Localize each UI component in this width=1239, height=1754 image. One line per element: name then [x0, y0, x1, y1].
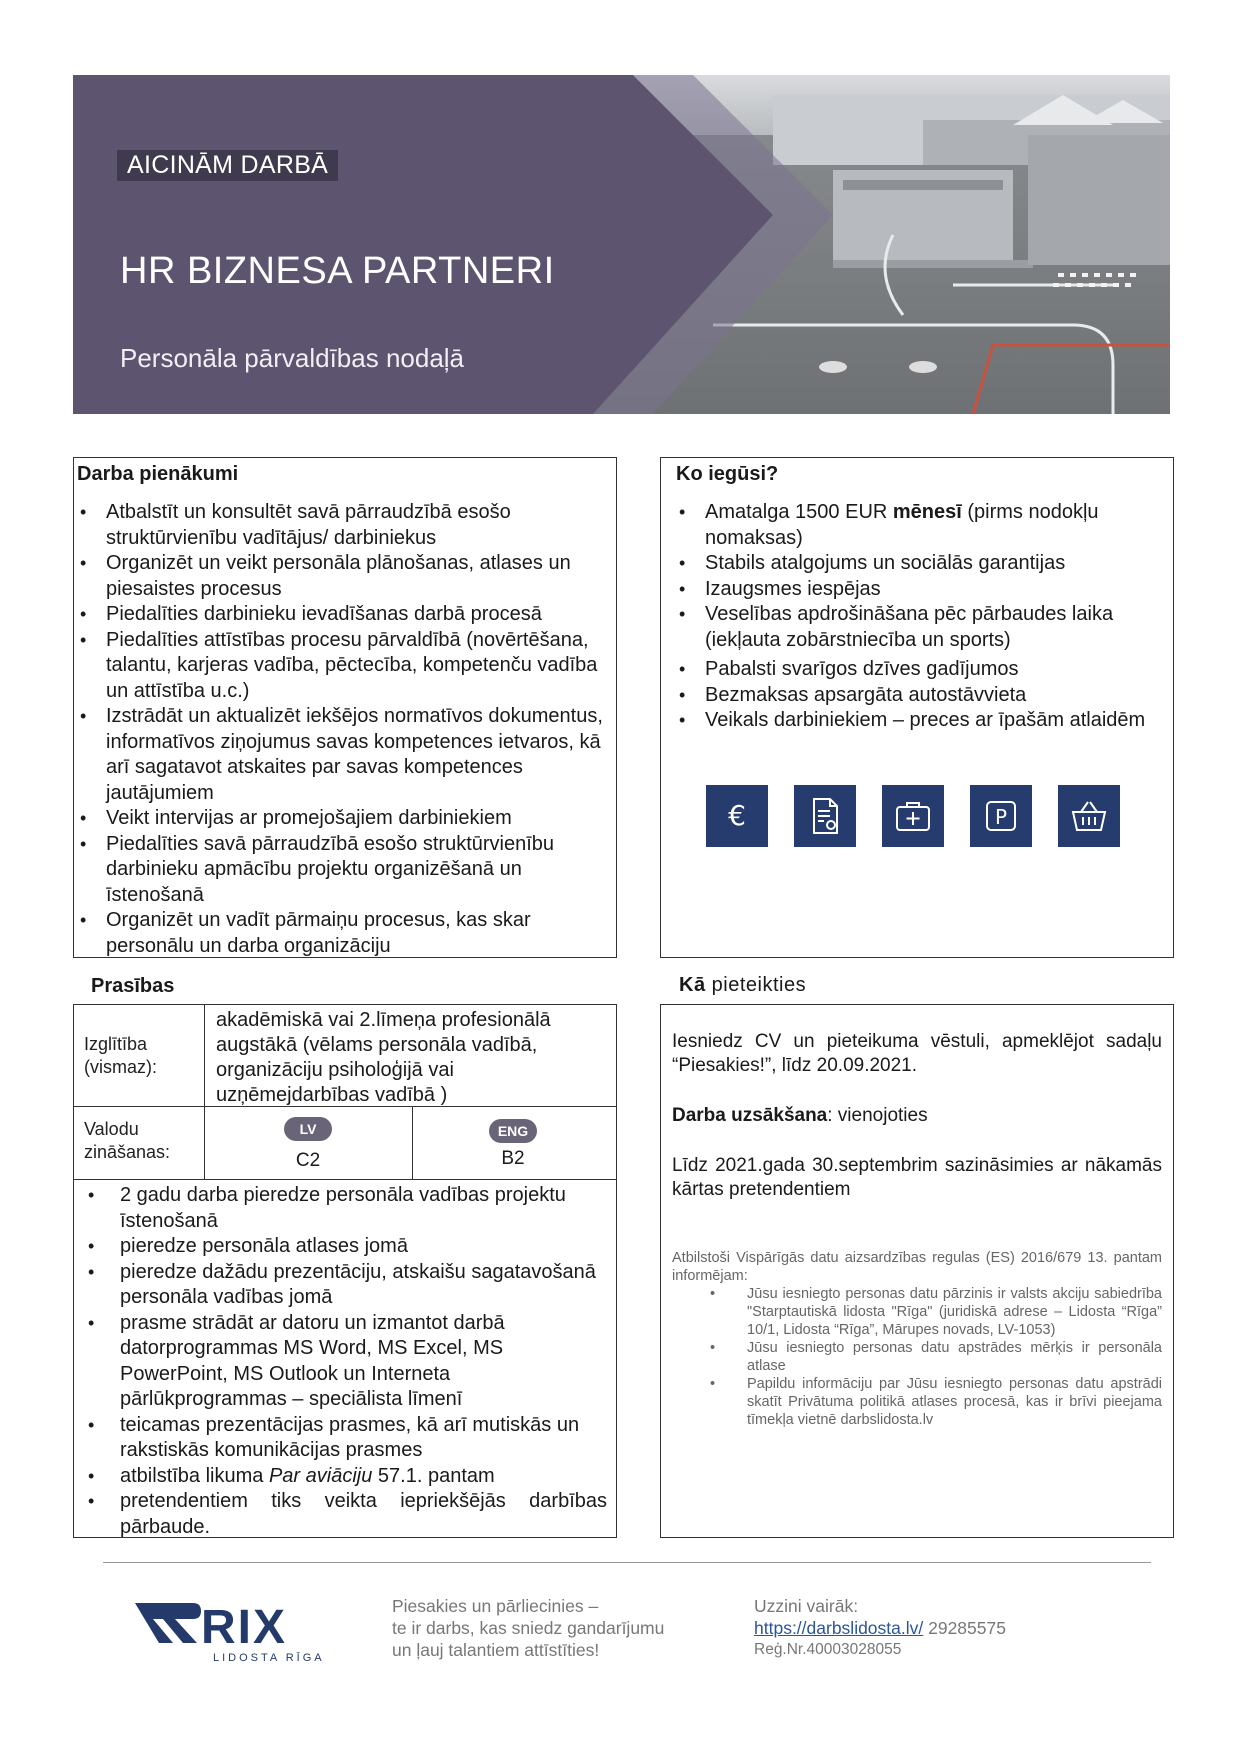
footer-tagline	[392, 1595, 664, 1661]
duty-item: • Organizēt un veikt personāla plānošanas, atlases un piesaistes procesus	[74, 551, 614, 602]
apply-section	[660, 1004, 1174, 1538]
contact-notice: Līdz 2021.gada 30.septembrim sazināsimies ar nākamās kārtas pretendentiem	[672, 1155, 1162, 1200]
law-article: 57.1. pantam	[372, 1464, 495, 1487]
law-text: atbilstība likuma	[120, 1464, 269, 1487]
svg-text:€: €	[728, 799, 746, 832]
benefits-section	[660, 457, 1174, 958]
language-badge-lv: LV	[284, 1117, 332, 1141]
education-value: akadēmiskā vai 2.līmeņa profesionālā augstākā (vēlams personāla vadībā, organizāciju psiholoģijā vai uzņēmejdarbības vadībā )	[216, 1009, 551, 1106]
law-name: Par aviāciju	[268, 1464, 373, 1487]
duty-item: • Piedalīties darbinieku ievadīšanas darbā procesā	[74, 602, 614, 628]
gdpr-item: • Papildu informāciju par Jūsu iesniegto personas datu apstrādi skatīt Privātuma politikā atlases procesā, kas ir brīvi pieejama tīmekļa vietnē darbslidosta.lv	[672, 1375, 1162, 1429]
requirement-item: • pretendentiem tiks veikta iepriekšējās darbības pārbaude.	[82, 1489, 607, 1540]
requirement-item: • 2 gadu darba pieredze personāla vadības projektu īstenošanā	[82, 1183, 607, 1234]
duty-item: • Piedalīties savā pārraudzībā esošo struktūrvienību darbinieku apmācību projektu organizēšanā un īstenošanā	[74, 832, 614, 909]
document-icon	[794, 785, 856, 847]
salary-note: (pirms nodokļu nomaksas)	[705, 501, 1099, 549]
benefit-item: • Bezmaksas apsargāta autostāvvieta	[673, 683, 1168, 709]
requirement-item: • teicamas prezentācijas prasmes, kā arī mutiskās un rakstiskās komunikācijas prasmes	[82, 1413, 607, 1464]
language-badge-eng: ENG	[489, 1119, 537, 1143]
apply-title	[679, 974, 806, 997]
duties-title: Darba pienākumi	[77, 463, 239, 485]
tagline-line: Piesakies un pārliecinies –	[392, 1596, 599, 1616]
languages-label: Valodu zināšanas:	[84, 1119, 171, 1162]
requirements-title: Prasības	[91, 975, 175, 997]
apply-instructions: Iesniedz CV un pieteikuma vēstuli, apmeklējot sadaļu “Piesakies!”, līdz 20.09.2021.	[672, 1031, 1162, 1076]
footer-divider	[103, 1562, 1151, 1563]
euro-icon	[706, 785, 768, 847]
job-title: HR BIZNESA PARTNERI	[120, 250, 555, 292]
gdpr-notice	[672, 1249, 1162, 1429]
language-level-lv: C2	[295, 1150, 321, 1171]
apply-title-rest: pieteikties	[705, 974, 807, 996]
benefit-item: • Stabils atalgojums un sociālās garantijas	[673, 551, 1168, 577]
table-divider	[74, 1179, 616, 1180]
requirement-item: • pieredze personāla atlases jomā	[82, 1234, 607, 1260]
table-divider	[412, 1106, 413, 1179]
contact-phone: 29285575	[923, 1618, 1006, 1638]
duty-item: • Veikt intervijas ar promejošajiem darbiniekiem	[74, 806, 614, 832]
duties-section	[73, 457, 617, 958]
salary-text: Amatalga 1500 EUR	[705, 501, 893, 523]
duty-item: • Atbalstīt un konsultēt savā pārraudzībā esošo struktūrvienību vadītājus/ darbiniekus	[74, 500, 614, 551]
logo-text: RIX	[201, 1601, 288, 1654]
requirements-table	[73, 1004, 617, 1538]
shopping-basket-icon	[1058, 785, 1120, 847]
rix-logo-mark	[135, 1595, 335, 1675]
gdpr-item: • Jūsu iesniegto personas datu pārzinis ir valsts akciju sabiedrība "Starptautiskā lidosta "Rīga" (juridiskā adrese – Lidosta “Rīga” 10/1, Lidosta “Rīga”, Mārupes novads, LV-1053)	[672, 1285, 1162, 1339]
table-divider	[204, 1005, 205, 1179]
benefit-item: • Veselības apdrošināšana pēc pārbaudes laika (iekļauta zobārstniecība un sports)	[673, 602, 1168, 653]
registration-number: Reģ.Nr.40003028055	[754, 1641, 902, 1658]
requirements-list	[82, 1183, 607, 1540]
logo-subtext: LIDOSTA RĪGA	[213, 1652, 325, 1664]
duties-list	[74, 500, 614, 959]
start-value: : vienojoties	[827, 1105, 928, 1126]
careers-link[interactable]: https://darbslidosta.lv/	[754, 1618, 924, 1638]
apply-title-bold: Kā	[679, 974, 706, 996]
benefit-item: • Veikals darbiniekiem – preces ar īpašām atlaidēm	[673, 708, 1168, 734]
tagline-line: te ir darbs, kas sniedz gandarījumu	[392, 1618, 665, 1638]
contact-line	[754, 1617, 1006, 1639]
parking-icon	[970, 785, 1032, 847]
salary-period: mēnesī	[892, 501, 962, 523]
benefit-item: • Pabalsti svarīgos dzīves gadījumos	[673, 657, 1168, 683]
requirement-item: • prasme strādāt ar datoru un izmantot darbā datorprogrammas MS Word, MS Excel, MS PowerPoint, MS Outlook un Interneta pārlūkprogrammas – speciālista līmenī	[82, 1311, 607, 1413]
footer-contact	[754, 1595, 1006, 1661]
department-subtitle: Personāla pārvaldības nodaļā	[120, 343, 465, 373]
hiring-tag: AICINĀM DARBĀ	[117, 150, 338, 181]
start-label: Darba uzsākšana	[672, 1105, 828, 1126]
tagline-line: un ļauj talantiem attīstīties!	[392, 1640, 600, 1660]
duty-item: • Organizēt un vadīt pārmaiņu procesus, kas skar personālu un darba organizāciju	[74, 908, 614, 959]
benefit-icons	[706, 785, 1120, 847]
benefit-item-salary	[673, 500, 1168, 551]
svg-text:P: P	[994, 805, 1008, 829]
language-level-eng: B2	[501, 1148, 525, 1169]
requirement-item-law	[82, 1464, 607, 1490]
education-label: Izglītība (vismaz):	[84, 1034, 157, 1077]
duty-item: • Piedalīties attīstības procesu pārvaldībā (novērtēšana, talantu, karjeras vadība, pēctecība, kompetenču vadība un attīstība u.c.)	[74, 628, 614, 705]
gdpr-list	[672, 1285, 1162, 1429]
duty-item: • Izstrādāt un aktualizēt iekšējos normatīvos dokumentus, informatīvos ziņojumus savas kompetences ietvaros, kā arī sagatavot atskaites par savas kompetences jautājumiem	[74, 704, 614, 806]
contact-label: Uzzini vairāk:	[754, 1596, 859, 1616]
gdpr-item: • Jūsu iesniegto personas datu apstrādes mērķis ir personāla atlase	[672, 1339, 1162, 1375]
benefits-title: Ko iegūsi?	[676, 463, 779, 485]
rix-logo	[135, 1595, 335, 1675]
start-date	[672, 1104, 1162, 1128]
requirement-item: • pieredze dažādu prezentāciju, atskaišu sagatavošanā personāla vadības jomā	[82, 1260, 607, 1311]
benefit-item: • Izaugsmes iespējas	[673, 577, 1168, 603]
medical-kit-icon	[882, 785, 944, 847]
benefits-list	[673, 500, 1168, 734]
gdpr-intro: Atbilstoši Vispārīgās datu aizsardzības regulas (ES) 2016/679 13. pantam informējam:	[672, 1250, 1162, 1284]
